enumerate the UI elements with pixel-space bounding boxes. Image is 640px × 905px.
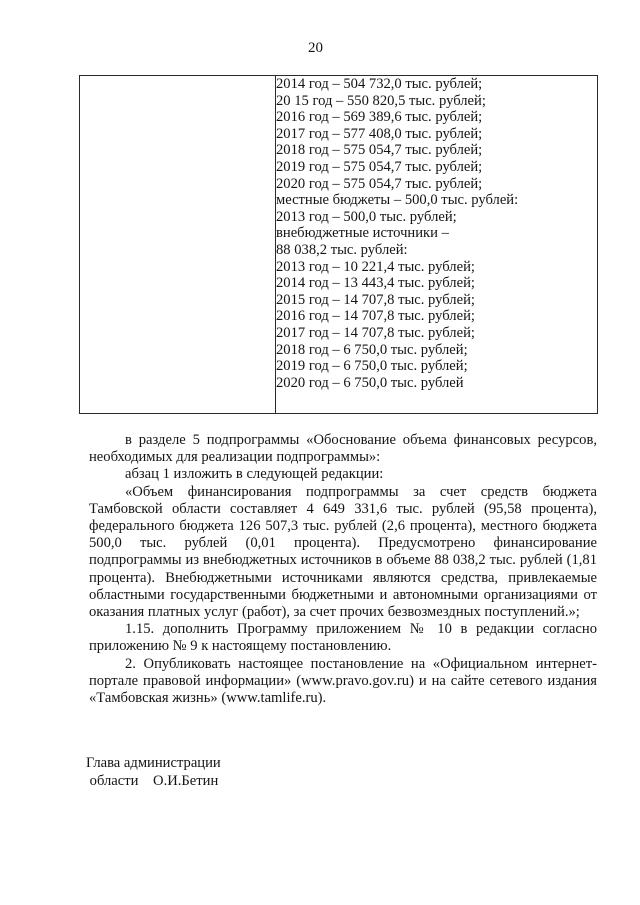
budget-line: 2014 год – 13 443,4 тыс. рублей;: [276, 275, 475, 292]
signature-block: [86, 754, 221, 790]
budget-line: местные бюджеты – 500,0 тыс. рублей:: [276, 192, 519, 209]
budget-line: 2016 год – 14 707,8 тыс. рублей;: [276, 308, 475, 325]
table-row: [80, 76, 598, 414]
budget-line: 2017 год – 577 408,0 тыс. рублей;: [276, 125, 483, 142]
page-number: 20: [308, 40, 323, 56]
budget-line: 2020 год – 6 750,0 тыс. рублей: [276, 374, 464, 391]
table-value-cell: [276, 76, 598, 414]
budget-line: 2016 год – 569 389,6 тыс. рублей;: [276, 109, 483, 126]
budget-line: 20 15 год – 550 820,5 тыс. рублей;: [276, 92, 486, 109]
budget-line: внебюджетные источники –: [276, 225, 449, 242]
body-text: [89, 432, 597, 707]
budget-table: [79, 75, 598, 414]
signature-title: Глава администрации: [86, 755, 221, 771]
budget-line: 2015 год – 14 707,8 тыс. рублей;: [276, 291, 475, 308]
paragraph-1-instruction: абзац 1 изложить в следующей редакции:: [125, 466, 384, 483]
budget-line: 2018 год – 575 054,7 тыс. рублей;: [276, 142, 483, 159]
financing-paragraph: «Объем финансирования подпрограммы за счет средств бюджета Тамбовской области составляет 4 649 331,6 тыс. рублей (95,58 процента), федерального бюджета 126 507,3 тыс. рублей (2,6 процента), местного бюджета 500,0 тыс. рублей (0,01 процента). Предусмотрено финансирование подпрограммы из внебюджетных источников в объеме 88 038,2 тыс. рублей (1,81 процента). Внебюджетными источниками являются средства, привлекаемые областными государственными бюджетными и автономными организациями от оказания платных услуг (работ), за счет прочих безвозмездных поступлений.»;: [89, 483, 597, 621]
table-label-cell: [80, 76, 276, 414]
budget-line: 2017 год – 14 707,8 тыс. рублей;: [276, 324, 475, 341]
budget-line: 2019 год – 6 750,0 тыс. рублей;: [276, 358, 468, 375]
item-2-paragraph: 2. Опубликовать настоящее постановление на «Официальном интернет-портале правовой информации» (www.pravo.gov.ru) и на сайте сетевого издания «Тамбовская жизнь» (www.tamlife.ru).: [89, 655, 597, 707]
budget-line: 2018 год – 6 750,0 тыс. рублей;: [276, 341, 468, 358]
budget-line: 2020 год – 575 054,7 тыс. рублей;: [276, 175, 483, 192]
budget-line: 2014 год – 504 732,0 тыс. рублей;: [276, 76, 483, 92]
budget-line: 88 038,2 тыс. рублей:: [276, 241, 408, 258]
budget-line: 2019 год – 575 054,7 тыс. рублей;: [276, 158, 483, 175]
section-5-paragraph: в разделе 5 подпрограммы «Обоснование объема финансовых ресурсов, необходимых для реализации подпрограммы»:: [89, 432, 597, 466]
budget-line: 2013 год – 500,0 тыс. рублей;: [276, 208, 457, 225]
signature-name: области О.И.Бетин: [86, 773, 219, 789]
item-1-15-paragraph: 1.15. дополнить Программу приложением № 10 в редакции согласно приложению № 9 к настоящему постановлению.: [89, 621, 597, 655]
budget-line: 2013 год – 10 221,4 тыс. рублей;: [276, 258, 475, 275]
